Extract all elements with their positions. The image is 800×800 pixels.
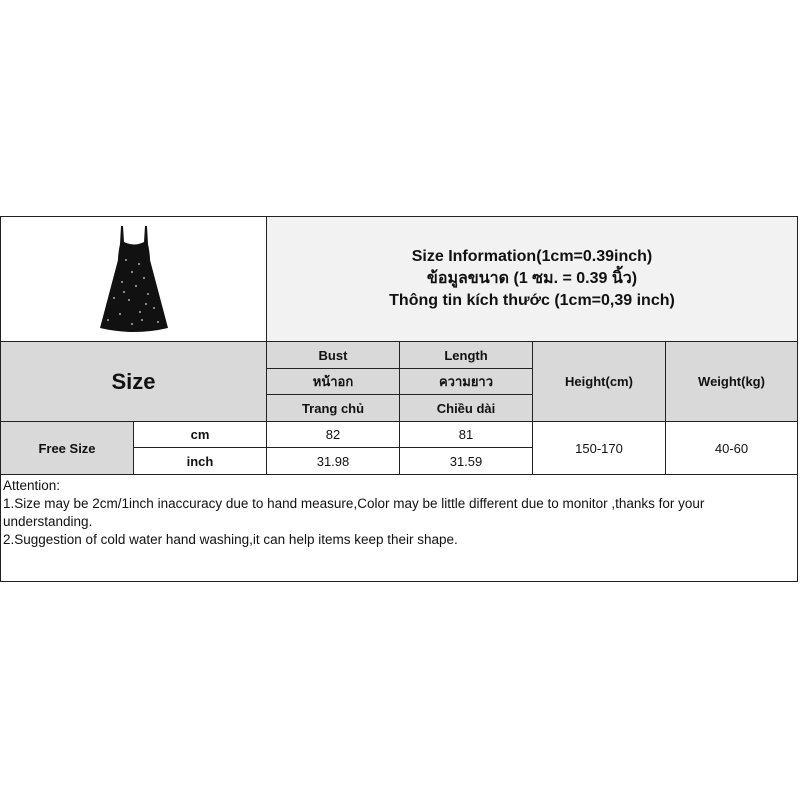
product-image-cell (1, 217, 267, 342)
length-cm-value: 81 (400, 422, 533, 448)
free-size-label: Free Size (1, 422, 134, 475)
header-line-en: Size Information(1cm=0.39inch) (411, 248, 653, 265)
attention-notes (3, 477, 793, 549)
header-line-vi: Thông tin kích thước (1cm=0,39 inch) (389, 292, 675, 309)
weight-value: 40-60 (666, 422, 797, 475)
length-heading-en: Length (400, 342, 533, 369)
bust-heading-en: Bust (267, 342, 400, 369)
unit-cm: cm (134, 422, 267, 448)
length-heading-vi: Chiều dài (400, 395, 533, 422)
size-chart (0, 216, 798, 582)
bust-inch-value: 31.98 (267, 448, 400, 475)
unit-inch: inch (134, 448, 267, 475)
weight-heading: Weight(kg) (666, 342, 797, 422)
header-line-th: ข้อมูลขนาด (1 ซม. = 0.39 นิ้ว) (426, 270, 638, 287)
height-value: 150-170 (533, 422, 666, 475)
bust-cm-value: 82 (267, 422, 400, 448)
attention-title: Attention: (3, 478, 61, 493)
attention-line-1: 1.Size may be 2cm/1inch inaccuracy due to hand measure,Color may be little different due to monitor ,thanks for your understanding. (3, 496, 705, 529)
product-image (84, 220, 184, 338)
length-heading-th: ความยาว (400, 369, 533, 395)
bust-heading-vi: Trang chủ (267, 395, 400, 422)
size-heading: Size (1, 342, 267, 422)
bust-heading-th: หน้าอก (267, 369, 400, 395)
length-inch-value: 31.59 (400, 448, 533, 475)
size-info-header (267, 217, 797, 342)
height-heading: Height(cm) (533, 342, 666, 422)
attention-line-2: 2.Suggestion of cold water hand washing,it can help items keep their shape. (3, 532, 458, 547)
